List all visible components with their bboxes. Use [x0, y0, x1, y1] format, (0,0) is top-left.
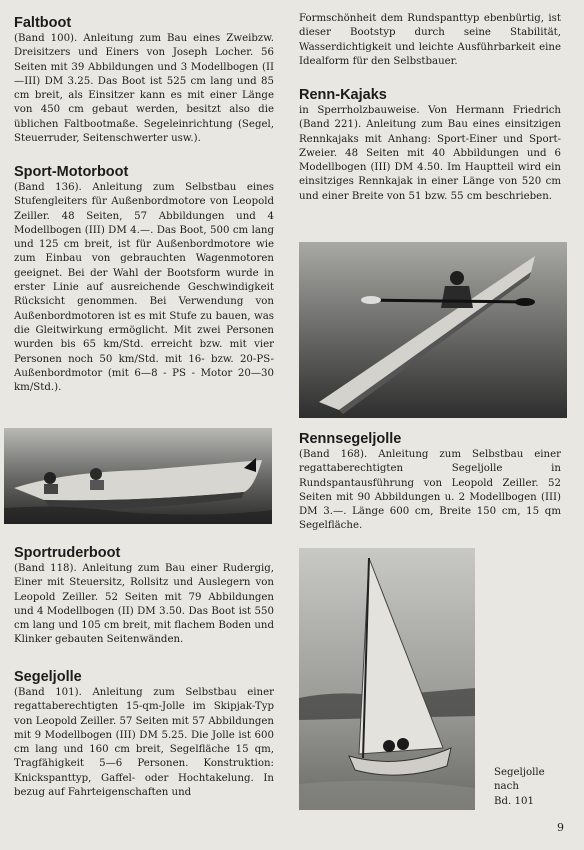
- text-segeljolle: (Band 101). Anleitung zum Selbstbau einer regattaberechtigten 15-qm-Jolle im Skipjak-Typ von Leopold Zeiller. 57 Seiten mit 57 Abbildungen mit 9 Modellbogen (III) DM 5.25. Die Jolle ist 600 cm lang und 160 cm breit, Segelfläche 15 qm, Tragfähigkeit 5—6 Personen. Konstruktion: Knickspanttyp, Gaffel- oder Hochtakelung. In bezug auf Fahrteigenschaften und: [14, 687, 274, 799]
- section-continuation: [299, 12, 561, 69]
- photo-caption: [494, 766, 564, 809]
- section-sportruderboot: [14, 544, 274, 648]
- text-faltboot: (Band 100). Anleitung zum Bau eines Zweibzw. Dreisitzers und Einers von Joseph Locher. 56 Seiten mit 39 Abbildungen und 3 Modellbogen (II—III) DM 3.25. Das Boot ist 525 cm lang und 85 cm breit, als Einsitzer kann es mit einer Länge von 450 cm gebaut werden, besitzt also die üblichen Faltbootmaße. Segeleinrichtung (Segel, Steuerruder, Seitenschwerter usw.).: [14, 33, 274, 145]
- caption-line-2: nach: [494, 781, 519, 793]
- heading-segeljolle: Segeljolle: [14, 669, 82, 685]
- text-continuation: Formschönheit dem Rundspanttyp ebenbürtig, ist dieser Bootstyp durch seine Stabilität, Wasserdichtigkeit und leichte Ausführbarkeit eine Idealform für den Selbstbauer.: [299, 13, 561, 67]
- page-number: 9: [557, 821, 564, 834]
- caption-line-3: Bd. 101: [494, 795, 534, 807]
- text-sport-motorboot: (Band 136). Anleitung zum Selbstbau eines Stufengleiters für Außenbordmotore von Leopold Zeiller. 48 Seiten, 57 Abbildungen und 4 Modellbogen (III) DM 4.—. Das Boot, 500 cm lang und 125 cm breit, ist für Außenbordmotore wie zum Einbau von gebrauchten Wagenmotoren geeignet. Bei der Wahl der Bootsform wurde in erster Linie auf ausreichende Geschwindigkeit Rücksicht genommen. Bei Verwendung von Außenbordmotoren ist es mit Stufe zu bauen, was die Gleitwirkung ermöglicht. Mit zwei Personen wurden bis 65 km/Std. erreicht bzw. mit vier Personen noch 50 km/Std. mit 16- bzw. 20-PS-Außenbordmotor (mit 6—8 - PS - Motor 20—30 km/Std.).: [14, 182, 274, 394]
- photo-motorboat: [4, 428, 272, 524]
- heading-faltboot: Faltboot: [14, 15, 72, 31]
- section-segeljolle: [14, 668, 274, 800]
- heading-sport-motorboot: Sport-Motorboot: [14, 164, 129, 180]
- text-rennsegeljolle: (Band 168). Anleitung zum Selbstbau einer regattaberechtigten Segeljolle in Rundspantausführung von Leopold Zeiller. 52 Seiten mit 90 Abbildungen u. 2 Modellbogen (III) DM 3.—. Länge 600 cm, Breite 150 cm, 15 qm Segelfläche.: [299, 449, 561, 532]
- text-renn-kajaks: in Sperrholzbauweise. Von Hermann Friedrich (Band 221). Anleitung zum Bau eines einsitzigen Rennkajaks mit Anhang: Sport-Einer und Sport-Zweier. 48 Seiten mit 40 Abbildungen und 6 Modellbogen (III) DM 4.50. Im Hauptteil wird ein einsitziges Rennkajak in einer Länge von 520 cm und einer Breite von 51 bzw. 55 cm beschrieben.: [299, 105, 561, 202]
- heading-sportruderboot: Sportruderboot: [14, 545, 121, 561]
- caption-line-1: Segeljolle: [494, 767, 545, 778]
- photo-sailboat: [299, 548, 475, 810]
- section-sport-motorboot: [14, 163, 274, 395]
- text-sportruderboot: (Band 118). Anleitung zum Bau einer Rudergig, Einer mit Steuersitz, Rollsitz und Auslegern von Leopold Zeiller. 52 Seiten mit 79 Abbildungen und 4 Modellbogen (II) DM 3.50. Das Boot ist 550 cm lang und 105 cm breit, mit flachem Boden und Klinker gebauten Seitenwänden.: [14, 563, 274, 646]
- section-faltboot: [14, 14, 274, 146]
- section-rennsegeljolle: [299, 430, 561, 534]
- section-renn-kajaks: [299, 86, 561, 204]
- photo-kayak: [299, 242, 567, 418]
- heading-renn-kajaks: Renn-Kajaks: [299, 87, 387, 103]
- heading-rennsegeljolle: Rennsegeljolle: [299, 431, 402, 447]
